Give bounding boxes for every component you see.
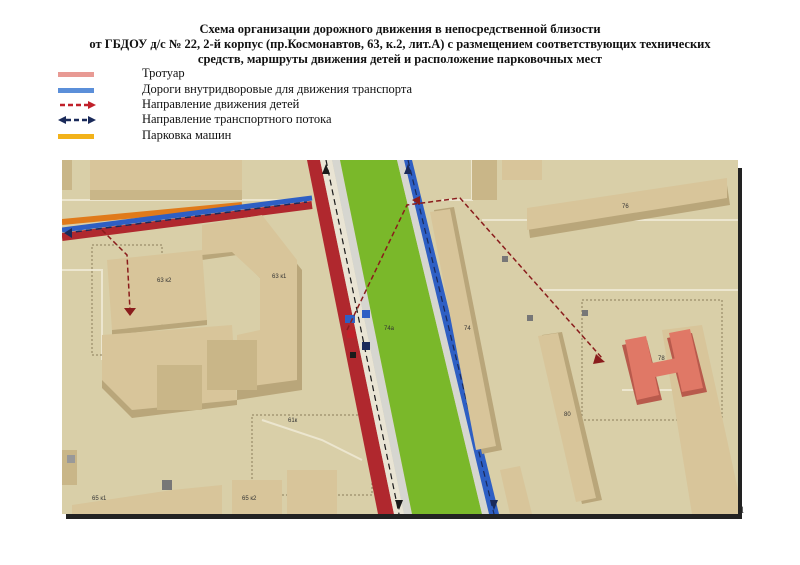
label-61: 61к bbox=[288, 418, 298, 424]
legend-label: Направление движения детей bbox=[142, 97, 300, 111]
label-65k1: 65 к1 bbox=[92, 496, 107, 502]
label-80: 80 bbox=[564, 412, 571, 418]
legend-label: Направление транспортного потока bbox=[142, 112, 332, 126]
map-canvas bbox=[62, 160, 738, 514]
label-63k2-a: 63 к2 bbox=[157, 278, 172, 284]
parking-swatch bbox=[58, 134, 94, 139]
title-line-3: средств, маршруты движения детей и расположение парковочных мест bbox=[197, 52, 603, 66]
title-line-1: Схема организации дорожного движения в непосредственной близости bbox=[199, 22, 601, 36]
map-shadow-right bbox=[738, 168, 742, 519]
label-76: 76 bbox=[622, 204, 629, 210]
map-shadow-bottom bbox=[66, 514, 742, 519]
legend-label: Дороги внутридворовые для движения транспорта bbox=[142, 82, 413, 96]
label-78: 78 bbox=[658, 356, 665, 362]
label-74: 74 bbox=[464, 326, 471, 332]
label-74a: 74а bbox=[384, 326, 395, 332]
label-63k1: 63 к1 bbox=[272, 274, 287, 280]
legend-label: Тротуар bbox=[142, 66, 185, 80]
map-area bbox=[62, 160, 738, 514]
building-80 bbox=[538, 332, 602, 504]
label-65k2: 65 к2 bbox=[242, 496, 257, 502]
child-route-swatch bbox=[58, 97, 98, 113]
sidewalk-swatch bbox=[58, 72, 94, 77]
page-number: 1 bbox=[740, 505, 745, 515]
legend-label: Парковка машин bbox=[142, 128, 232, 142]
title-line-2: от ГБДОУ д/с № 22, 2-й корпус (пр.Космонавтов, 63, к.2, лит.А) с размещением соответствующих технических bbox=[89, 37, 711, 51]
traffic-flow-swatch bbox=[58, 112, 98, 128]
inner-road-swatch bbox=[58, 88, 94, 93]
